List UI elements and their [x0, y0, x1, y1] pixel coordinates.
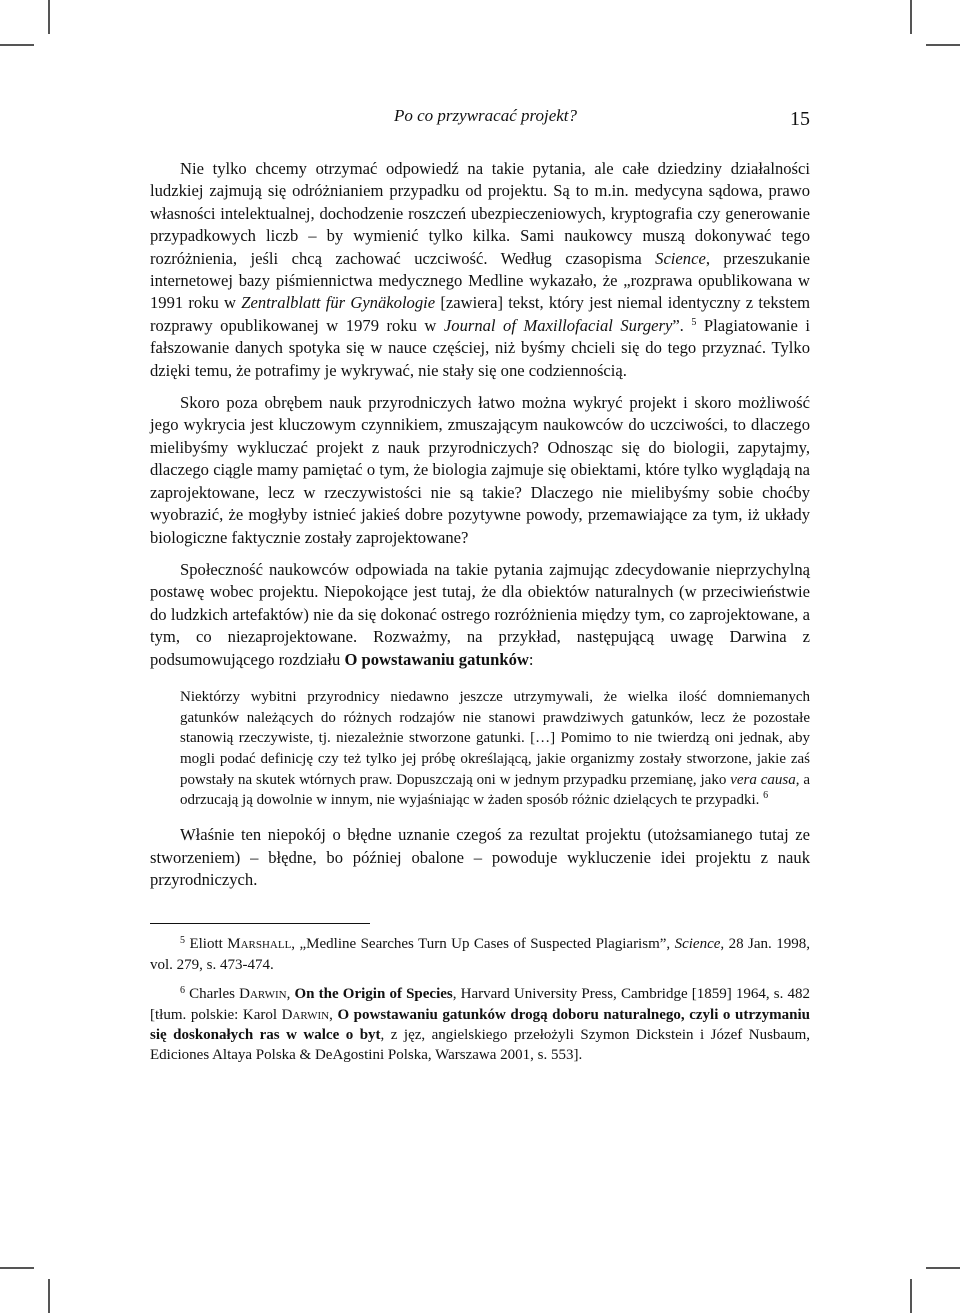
journal-title: Zentralblatt für Gynäkologie	[241, 293, 436, 313]
crop-mark	[48, 1279, 50, 1313]
text-run: Charles	[185, 986, 240, 1003]
footnote-5	[150, 934, 810, 975]
paragraph-1	[150, 158, 810, 382]
text-run: Eliott	[185, 936, 228, 953]
block-quote	[180, 687, 810, 811]
crop-mark	[910, 0, 912, 34]
text-run: [zawiera] tekst, który jest niemal identyczny z tekstem rozprawy opublikowanej w 1979 roku w	[150, 293, 810, 335]
text-run: Nie tylko chcemy otrzymać odpowiedź na takie pytania, ale całe dziedziny działalności ludzkiej zajmują się odróżnianiem przypadku od projektu. Są to m.in. medycyna sądowa, prawo własności intelektualnej, dochodzenie roszczeń ubezpieczeniowych, kryptografia czy generowanie przypadkowych liczb – by wymienić tylko kilka. Sami naukowcy muszą dokonywać tego rozróżnienia, jeśli chcą zachować uczciwość. Według czasopisma	[150, 159, 810, 268]
footnote-number: 5	[180, 935, 185, 947]
text-run: ,	[286, 986, 295, 1003]
book-title: O powstawaniu gatunków drogą doboru naturalnego, czyli o utrzymaniu się doskonałych ras w walce o byt	[150, 1006, 811, 1043]
text-run: ,	[329, 1006, 338, 1023]
latin-term: vera causa	[730, 771, 796, 788]
text-run: :	[528, 649, 534, 669]
running-header-title: Po co przywracać projekt?	[394, 106, 578, 125]
paragraph-3	[150, 559, 810, 671]
paragraph-2: Skoro poza obrębem nauk przyrodniczych łatwo można wykryć projekt i skoro możliwość jego wykrycia jest kluczowym czynnikiem, zmuszającym naukowców do uczciwości, to dlaczego mielibyśmy wykluczać projekt z nauk przyrodniczych? Odnosząc się do biologii, zapytajmy, dlaczego ciągle mamy pamiętać o tym, że biologia zajmuje się obiektami, które tylko wyglądają na zaprojektowane, lecz w rzeczywistości nie są takie? Dlaczego nie mielibyśmy sobie choćby wyobrazić, że mogłyby istnieć jakieś dobre pozytywne powody, przemawiające za tym, iż układy biologiczne faktycznie zostały zaprojektowane?	[150, 393, 810, 547]
journal-title: Science	[674, 936, 721, 953]
crop-mark	[48, 0, 50, 34]
author-name: Darwin	[239, 986, 287, 1003]
text-run: Niektórzy wybitni przyrodnicy niedawno jeszcze utrzymywali, że wielka ilość domniemanych gatunków należących do różnych rodzajów nie stanowi prawdziwych gatunków, lecz że pozostałe stanowią rzeczywiste, tj. niezależnie stworzone gatunki. […] Pomimo to nie twierdzą oni jednak, aby mogli podać definicję czy też tylko jej próbę określającą, jakie organizmy zostały stworzone, jakie zaś powstały na skutek wtórnych praw. Dopuszczają oni w jednym przypadku przemianę, jako	[180, 688, 810, 788]
journal-title: Science	[655, 248, 706, 268]
page-body	[150, 158, 810, 1066]
text-run: , „Medline Searches Turn Up Cases of Suspected Plagiarism”,	[291, 936, 675, 953]
book-title: O powstawaniu gatunków	[344, 649, 529, 669]
text-run: , 28 Jan. 1998, vol. 279, s. 473-474.	[150, 936, 810, 973]
crop-mark	[926, 44, 960, 46]
text-run: , z jęz, angielskiego przełożyli Szymon Dickstein i Józef Nusbaum, Ediciones Altaya Polska & DeAgostini Polska, Warszawa 2001, s. 553].	[150, 1027, 810, 1064]
text-run: Plagiatowanie i fałszowanie danych spotyka się w nauce częściej, niż byśmy chcieli się do tego przyznać. Tylko dzięki temu, że potrafimy je wykrywać, nie stały się one codziennością.	[150, 315, 810, 380]
journal-title: Journal of Maxillofacial Surgery	[443, 315, 673, 335]
footnote-6	[150, 984, 810, 1066]
text-run: , Harvard University Press, Cambridge [1859] 1964, s. 482 [tłum. polskie: Karol	[150, 986, 810, 1023]
paragraph-4: Właśnie ten niepokój o błędne uznanie czegoś za rezultat projektu (utożsamianego tutaj ze stworzeniem) – błędne, bo później obalone – powoduje wykluczenie idei projektu z nauk przyrodniczych.	[150, 825, 810, 889]
crop-mark	[0, 1267, 34, 1269]
footnote-number: 6	[180, 985, 185, 997]
author-name: Darwin	[281, 1006, 330, 1023]
footnote-reference[interactable]: 6	[763, 790, 769, 802]
footnote-reference[interactable]: 5	[691, 316, 697, 328]
book-title: On the Origin of Species	[294, 986, 453, 1003]
footnote-divider	[150, 923, 370, 924]
text-run: ”.	[672, 315, 684, 335]
text-run: , a odrzucają ją dowolnie w innym, nie wyjaśniając w żaden sposób różnic dzielących te przypadki.	[180, 771, 810, 809]
author-name: Marshall	[227, 936, 292, 953]
crop-mark	[0, 44, 34, 46]
text-run: Społeczność naukowców odpowiada na takie pytania zajmując zdecydowanie nieprzychylną postawę wobec projektu. Niepokojące jest tutaj, że dla obiektów naturalnych (w przeciwieństwie do ludzkich artefaktów) nie da się dokonać ostrego rozróżnienia między tym, co zaprojektowane, a tym, co niezaprojektowane. Rozważmy, na przykład, następującą uwagę Darwina z podsumowującego rozdziału	[150, 559, 810, 669]
crop-mark	[926, 1267, 960, 1269]
text-run: , przeszukanie internetowej bazy piśmiennictwa medycznego Medline wykazało, że „rozprawa opublikowana w 1991 roku w	[150, 248, 810, 313]
crop-mark	[910, 1279, 912, 1313]
page-number: 15	[790, 108, 810, 130]
